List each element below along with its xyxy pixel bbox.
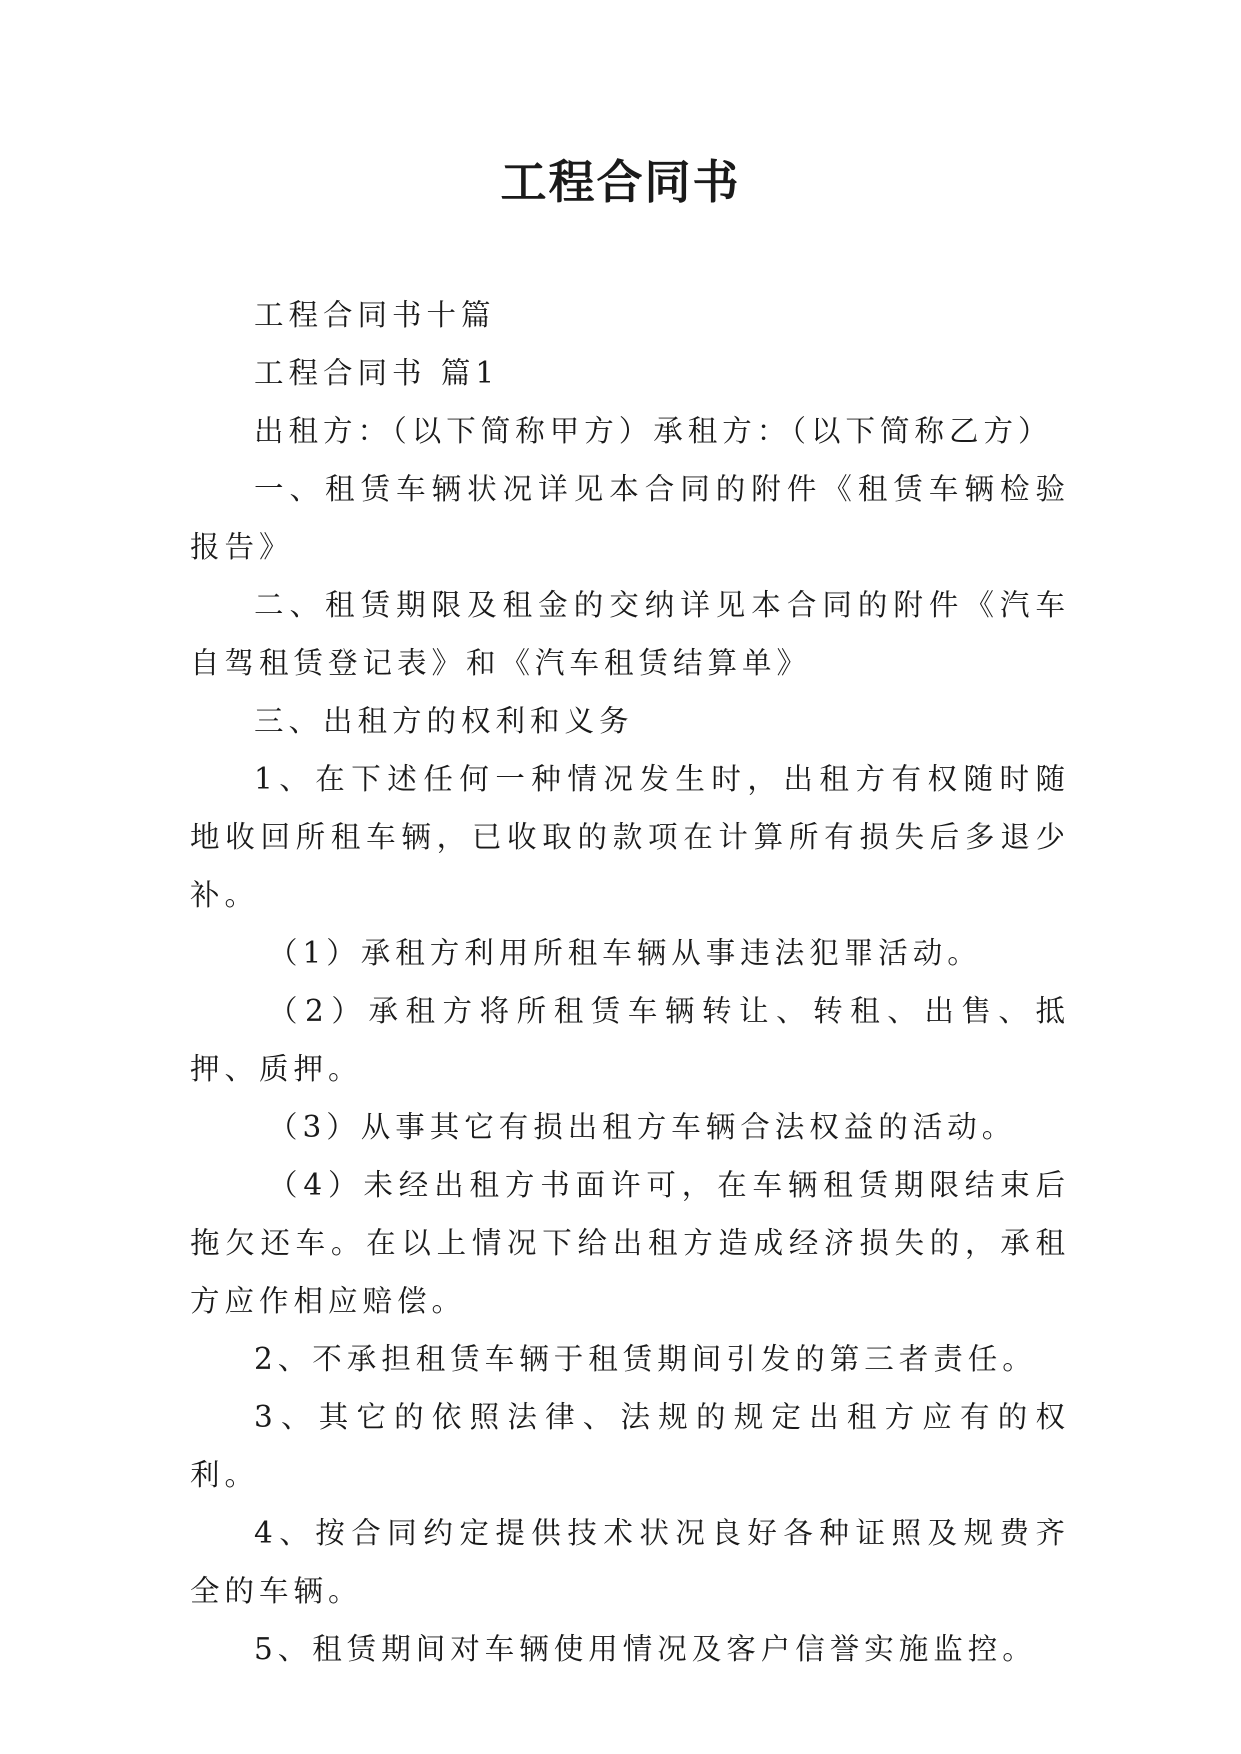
- paragraph: （1）承租方利用所租车辆从事违法犯罪活动。: [268, 936, 982, 970]
- paragraph: 4、按合同约定提供技术状况良好各种证照及规费齐全的车辆。: [190, 1516, 1070, 1608]
- paragraph: 工程合同书十篇: [254, 298, 496, 332]
- paragraph: 3、其它的依照法律、法规的规定出租方应有的权利。: [190, 1400, 1070, 1492]
- document-body: [190, 286, 1070, 1678]
- paragraph: （3）从事其它有损出租方车辆合法权益的活动。: [268, 1110, 1017, 1144]
- paragraph: 工程合同书 篇1: [254, 356, 500, 390]
- paragraph: 1、在下述任何一种情况发生时，出租方有权随时随地收回所租车辆，已收取的款项在计算所有损失后多退少补。: [190, 762, 1070, 912]
- paragraph: 一、租赁车辆状况详见本合同的附件《租赁车辆检验报告》: [190, 472, 1070, 564]
- paragraph: 三、出租方的权利和义务: [254, 704, 634, 738]
- paragraph: 2、不承担租赁车辆于租赁期间引发的第三者责任。: [254, 1342, 1037, 1376]
- document-title: 工程合同书: [500, 155, 741, 209]
- paragraph: 出租方：（以下简称甲方）承租方：（以下简称乙方）: [254, 414, 1053, 448]
- paragraph: （2）承租方将所租赁车辆转让、转租、出售、抵押、质押。: [190, 994, 1070, 1086]
- paragraph: （4）未经出租方书面许可，在车辆租赁期限结束后拖欠还车。在以上情况下给出租方造成经济损失的，承租方应作相应赔偿。: [190, 1168, 1070, 1318]
- paragraph: 二、租赁期限及租金的交纳详见本合同的附件《汽车自驾租赁登记表》和《汽车租赁结算单》: [190, 588, 1070, 680]
- paragraph: 5、租赁期间对车辆使用情况及客户信誉实施监控。: [254, 1632, 1037, 1666]
